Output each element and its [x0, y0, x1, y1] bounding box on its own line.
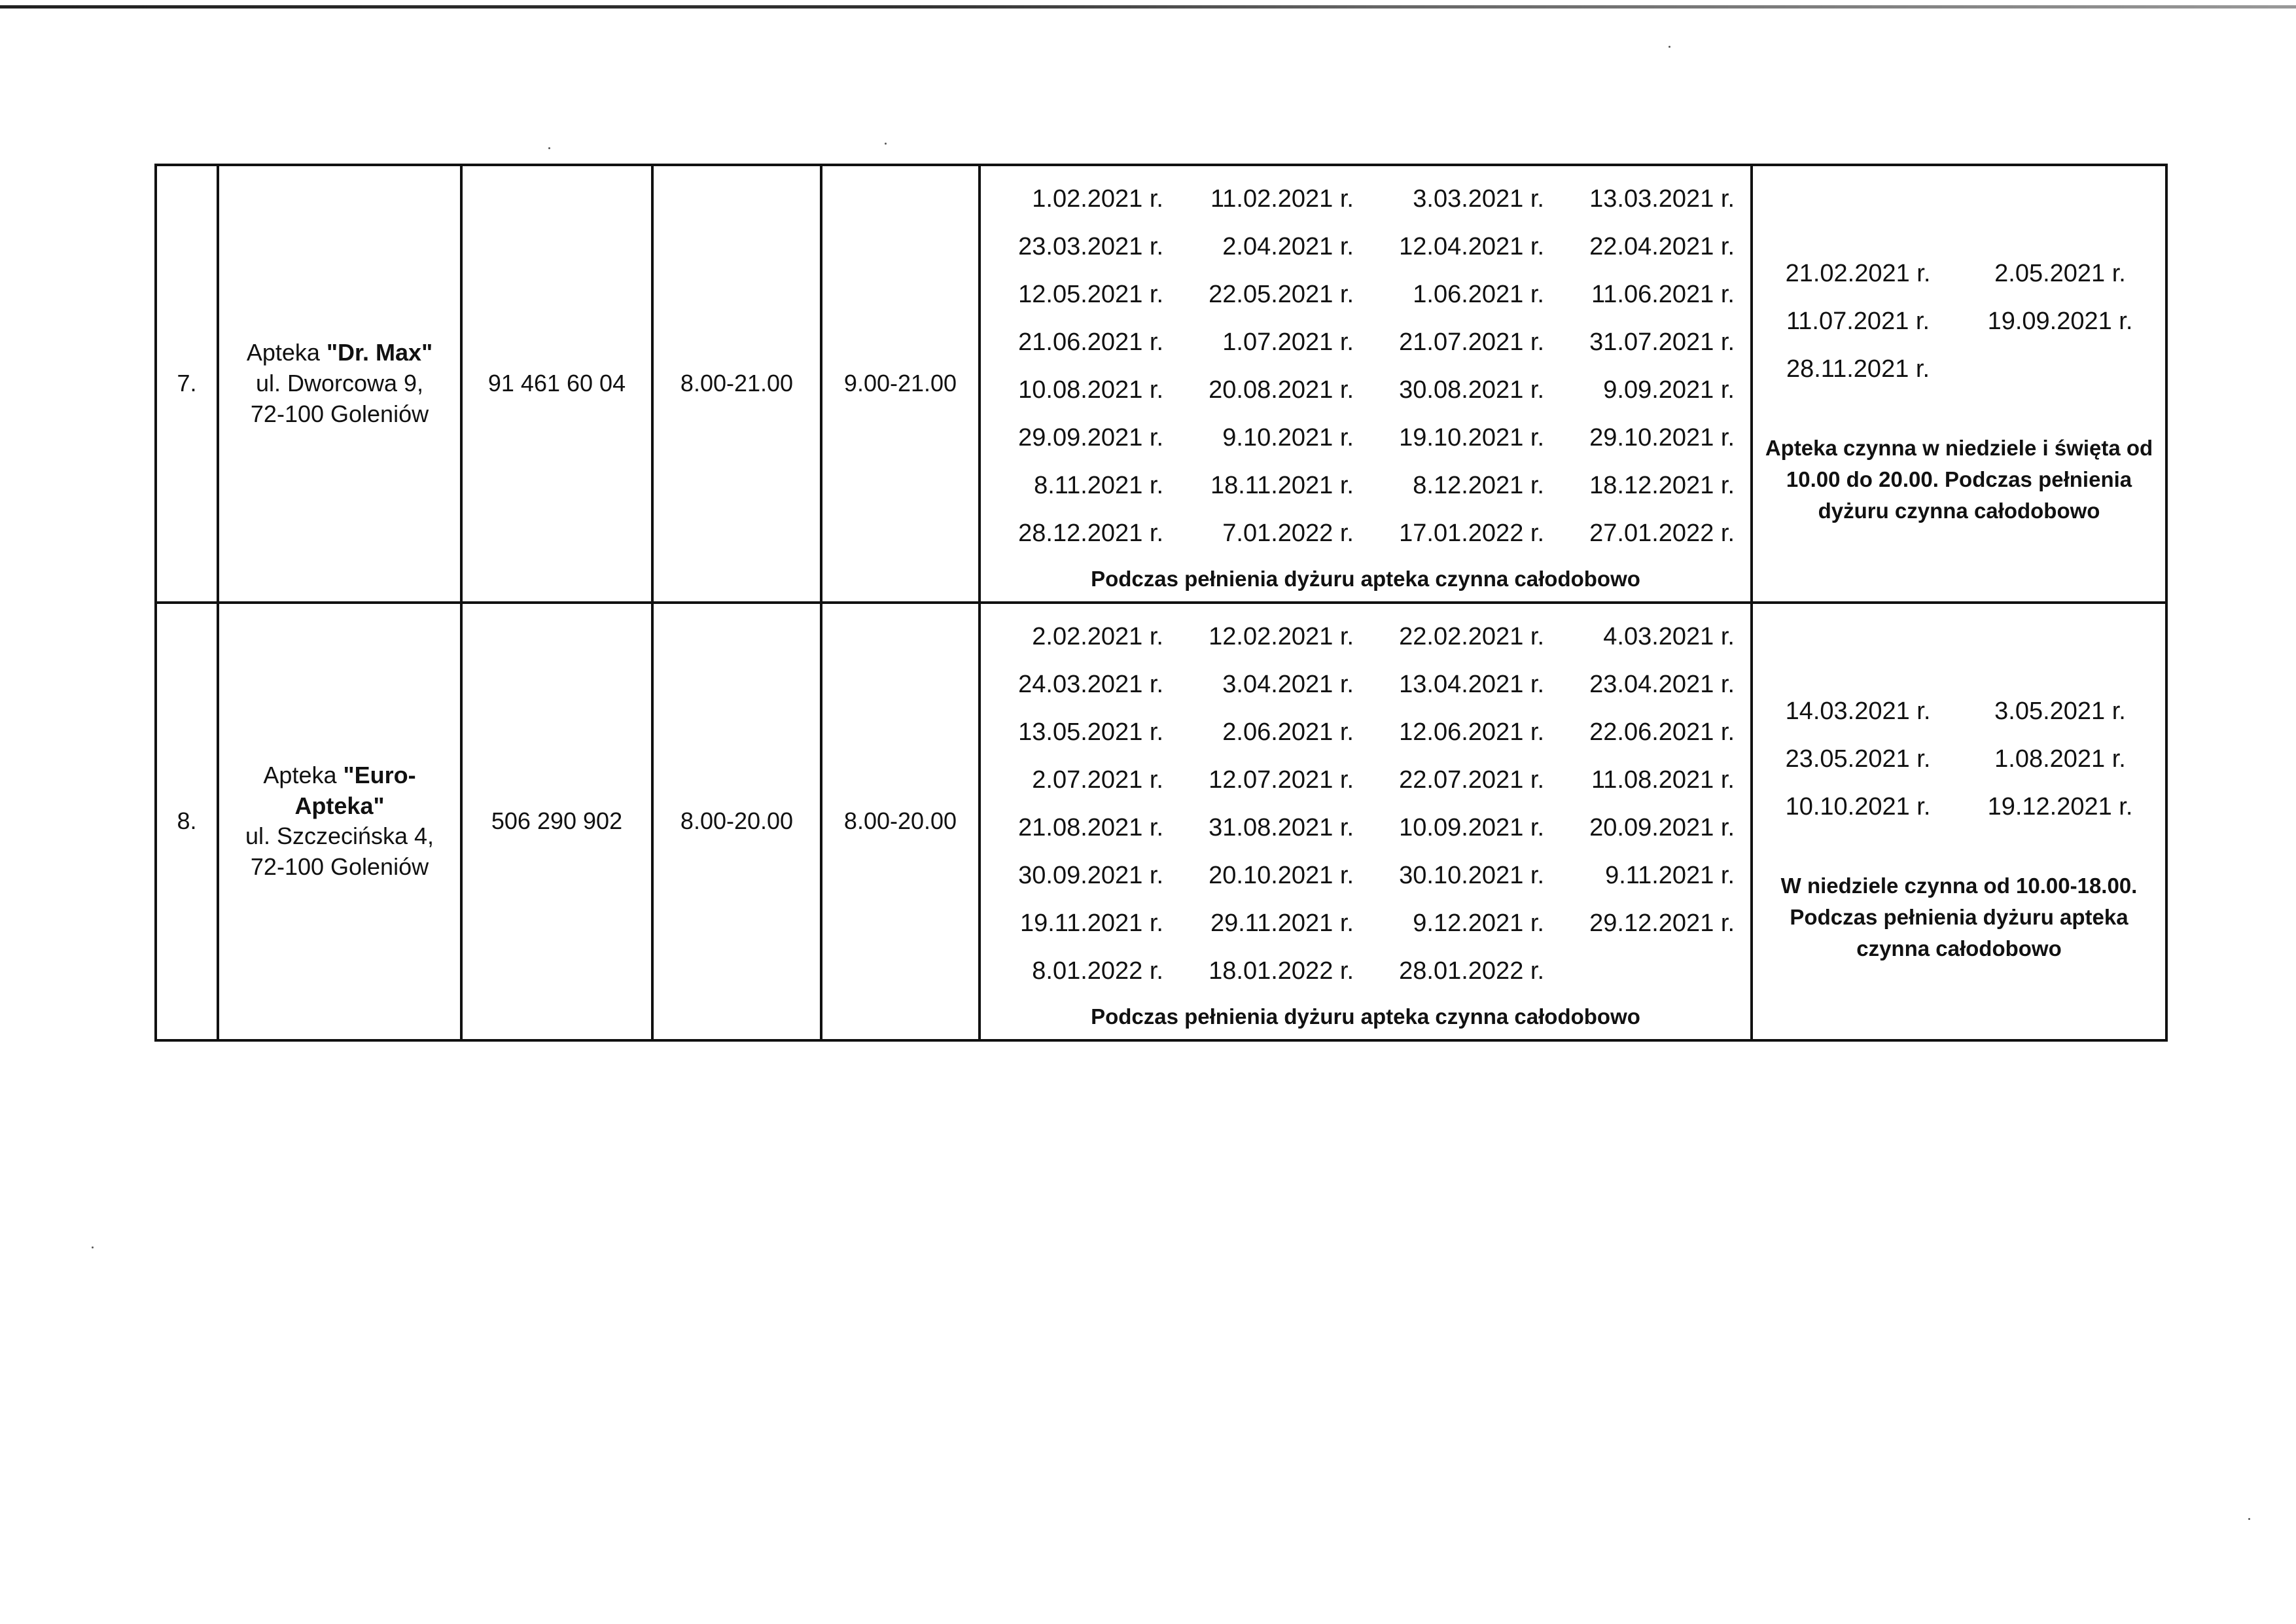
- duty-date: 19.11.2021 r.: [1019, 909, 1163, 937]
- pharmacy-row: [156, 603, 2166, 1040]
- duty-date: 31.08.2021 r.: [1209, 813, 1354, 841]
- scan-speck: [1669, 46, 1670, 48]
- duty-date: 3.03.2021 r.: [1413, 185, 1544, 213]
- duty-note: Podczas pełnienia dyżuru apteka czynna całodobowo: [1091, 567, 1640, 591]
- duty-date: 1.02.2021 r.: [1032, 185, 1163, 213]
- hours-weekday: 8.00-21.00: [652, 165, 821, 603]
- sunday-date: 21.02.2021 r.: [1785, 260, 1931, 288]
- duty-date: 2.06.2021 r.: [1222, 718, 1354, 746]
- duty-date: 11.02.2021 r.: [1210, 185, 1354, 213]
- duty-date: 1.06.2021 r.: [1413, 281, 1544, 308]
- duty-date: 12.07.2021 r.: [1209, 766, 1354, 794]
- duty-date: 12.05.2021 r.: [1018, 281, 1163, 308]
- duty-date: 9.12.2021 r.: [1413, 909, 1544, 937]
- sunday-date: 19.12.2021 r.: [1987, 793, 2133, 821]
- duty-date: 19.10.2021 r.: [1399, 424, 1544, 451]
- duty-dates-cell: [980, 603, 1752, 1040]
- sunday-note: W niedziele czynna od 10.00-18.00. Podczas pełnienia dyżuru apteka czynna całodobowo: [1780, 874, 2138, 961]
- duty-date: 22.07.2021 r.: [1399, 766, 1544, 794]
- duty-date: 9.09.2021 r.: [1603, 376, 1735, 404]
- duty-date: 13.03.2021 r.: [1589, 185, 1735, 213]
- duty-dates-grid: [981, 166, 1750, 561]
- duty-dates-grid: [981, 604, 1750, 999]
- duty-date: 9.10.2021 r.: [1222, 424, 1354, 451]
- scan-speck: [2248, 1518, 2250, 1520]
- duty-date: 29.09.2021 r.: [1018, 424, 1163, 451]
- duty-date: 21.07.2021 r.: [1399, 328, 1544, 356]
- duty-date: 11.08.2021 r.: [1591, 766, 1735, 794]
- duty-date: 8.01.2022 r.: [1032, 957, 1163, 985]
- sunday-date: 10.10.2021 r.: [1785, 793, 1931, 821]
- duty-date: 30.08.2021 r.: [1399, 376, 1544, 404]
- pharmacy-street: ul. Dworcowa 9,: [255, 370, 424, 397]
- duty-date: 22.05.2021 r.: [1209, 281, 1354, 308]
- sunday-hours-cell: [1752, 165, 2166, 603]
- duty-date: 31.07.2021 r.: [1589, 328, 1735, 356]
- sunday-date: 2.05.2021 r.: [1994, 260, 2126, 288]
- sunday-date: 11.07.2021 r.: [1786, 308, 1930, 336]
- pharmacy-name: Apteka "Dr. Max": [246, 339, 433, 366]
- duty-date: 4.03.2021 r.: [1603, 622, 1735, 650]
- duty-date: 30.09.2021 r.: [1018, 861, 1163, 889]
- duty-date: 28.01.2022 r.: [1399, 957, 1544, 985]
- pharmacy-duty-table: [154, 164, 2168, 1042]
- pharmacy-name: Apteka "Euro-Apteka": [263, 761, 416, 819]
- duty-date: 18.01.2022 r.: [1209, 957, 1354, 985]
- duty-date: 18.11.2021 r.: [1210, 472, 1354, 499]
- pharmacy-phone: 506 290 902: [461, 603, 652, 1040]
- duty-date: 21.08.2021 r.: [1018, 813, 1163, 841]
- scan-speck: [548, 147, 550, 149]
- sunday-date: 23.05.2021 r.: [1785, 745, 1931, 773]
- duty-date: 22.06.2021 r.: [1589, 718, 1735, 746]
- duty-dates-cell: [980, 165, 1752, 603]
- pharmacy-name-address: [218, 603, 461, 1040]
- sunday-hours-cell: [1752, 603, 2166, 1040]
- duty-date: 13.04.2021 r.: [1399, 670, 1544, 698]
- duty-date: 2.02.2021 r.: [1032, 622, 1163, 650]
- duty-date: 12.04.2021 r.: [1399, 233, 1544, 260]
- duty-date: 2.04.2021 r.: [1222, 233, 1354, 260]
- duty-date: 10.09.2021 r.: [1399, 813, 1544, 841]
- duty-date: 22.02.2021 r.: [1399, 622, 1544, 650]
- duty-date: 12.02.2021 r.: [1209, 622, 1354, 650]
- duty-date: 3.04.2021 r.: [1222, 670, 1354, 698]
- scan-top-edge-line: [0, 5, 2296, 9]
- duty-date: 7.01.2022 r.: [1222, 520, 1354, 547]
- hours-saturday: 9.00-21.00: [821, 165, 980, 603]
- row-number: 8.: [156, 603, 218, 1040]
- sunday-dates-grid: [1753, 241, 2165, 393]
- duty-date: 23.04.2021 r.: [1589, 670, 1735, 698]
- duty-date: 29.11.2021 r.: [1210, 909, 1354, 937]
- duty-date: 20.10.2021 r.: [1209, 861, 1354, 889]
- duty-date: 8.11.2021 r.: [1034, 472, 1163, 499]
- sunday-note: Apteka czynna w niedziele i święta od 10.00 do 20.00. Podczas pełnienia dyżuru czynna całodobowo: [1765, 436, 2153, 523]
- scan-speck: [885, 143, 887, 145]
- duty-date: 9.11.2021 r.: [1605, 861, 1735, 889]
- duty-date: 1.07.2021 r.: [1222, 328, 1354, 356]
- duty-date: 24.03.2021 r.: [1018, 670, 1163, 698]
- sunday-date: 28.11.2021 r.: [1786, 355, 1930, 383]
- hours-weekday: 8.00-20.00: [652, 603, 821, 1040]
- row-number: 7.: [156, 165, 218, 603]
- hours-saturday: 8.00-20.00: [821, 603, 980, 1040]
- duty-date: 13.05.2021 r.: [1018, 718, 1163, 746]
- sunday-dates-grid: [1753, 679, 2165, 831]
- sunday-date: 1.08.2021 r.: [1994, 745, 2126, 773]
- pharmacy-street: ul. Szczecińska 4,: [245, 822, 434, 850]
- duty-date: 28.12.2021 r.: [1018, 520, 1163, 547]
- duty-date: 29.12.2021 r.: [1589, 909, 1735, 937]
- duty-date: 21.06.2021 r.: [1018, 328, 1163, 356]
- duty-date: 10.08.2021 r.: [1018, 376, 1163, 404]
- duty-date: 18.12.2021 r.: [1589, 472, 1735, 499]
- sunday-date: 14.03.2021 r.: [1785, 697, 1931, 726]
- duty-date: 8.12.2021 r.: [1413, 472, 1544, 499]
- pharmacy-row: [156, 165, 2166, 603]
- pharmacy-city: 72-100 Goleniów: [250, 853, 429, 881]
- duty-date: 12.06.2021 r.: [1399, 718, 1544, 746]
- scan-speck: [92, 1246, 94, 1248]
- pharmacy-city: 72-100 Goleniów: [250, 400, 429, 427]
- duty-date: 29.10.2021 r.: [1589, 424, 1735, 451]
- duty-date: 27.01.2022 r.: [1589, 520, 1735, 547]
- duty-date: 20.09.2021 r.: [1589, 813, 1735, 841]
- duty-note: Podczas pełnienia dyżuru apteka czynna całodobowo: [1091, 1004, 1640, 1029]
- pharmacy-phone: 91 461 60 04: [461, 165, 652, 603]
- duty-date: 22.04.2021 r.: [1589, 233, 1735, 260]
- duty-date: 17.01.2022 r.: [1399, 520, 1544, 547]
- pharmacy-name-address: [218, 165, 461, 603]
- duty-date: 30.10.2021 r.: [1399, 861, 1544, 889]
- duty-date: 11.06.2021 r.: [1591, 281, 1735, 308]
- duty-date: 20.08.2021 r.: [1209, 376, 1354, 404]
- duty-date: 2.07.2021 r.: [1032, 766, 1163, 794]
- sunday-date: 19.09.2021 r.: [1987, 308, 2133, 336]
- sunday-date: 3.05.2021 r.: [1994, 697, 2126, 726]
- duty-date: 23.03.2021 r.: [1018, 233, 1163, 260]
